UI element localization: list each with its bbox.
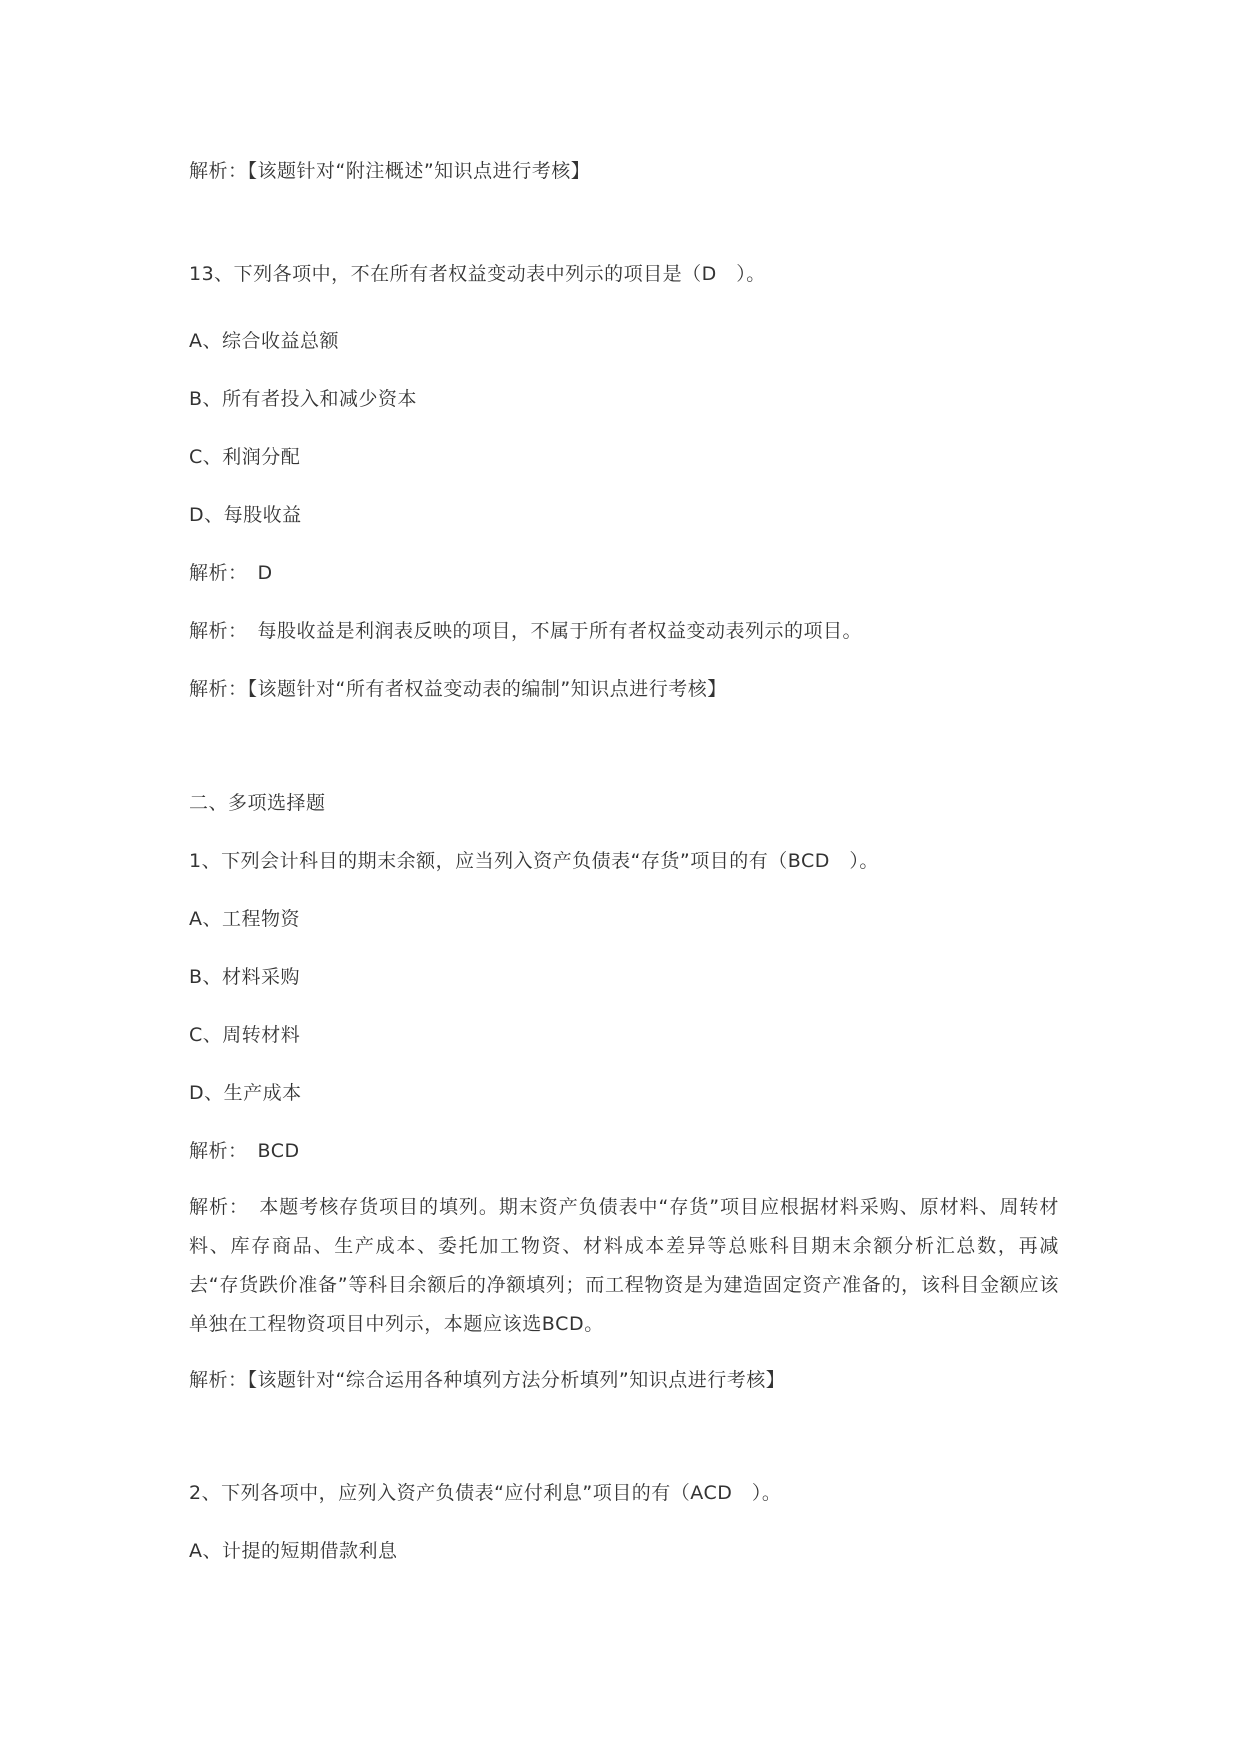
- q13-explanation: 解析： 每股收益是利润表反映的项目，不属于所有者权益变动表列示的项目。: [189, 620, 863, 642]
- m1-option-c: C、周转材料: [189, 1024, 301, 1046]
- m1-stem: 1、下列会计科目的期末余额，应当列入资产负债表“存货”项目的有（BCD ）。: [189, 850, 879, 872]
- m1-explanation: 解析： 本题考核存货项目的填列。期末资产负债表中“存货”项目应根据材料采购、原材料、周转材料、库存商品、生产成本、委托加工物资、材料成本差异等总账科目期末余额分析汇总数，再减去“存货跌价准备”等科目余额后的净额填列；而工程物资是为建造固定资产准备的，该科目金额应该单独在工程物资项目中列示，本题应该选BCD。: [189, 1196, 1059, 1335]
- q12-note: 解析：【该题针对“附注概述”知识点进行考核】: [189, 160, 591, 182]
- m1-note: 解析：【该题针对“综合运用各种填列方法分析填列”知识点进行考核】: [189, 1369, 786, 1391]
- section-title: 二、多项选择题: [189, 792, 326, 814]
- m2-stem: 2、下列各项中，应列入资产负债表“应付利息”项目的有（ACD ）。: [189, 1482, 782, 1504]
- q13-note: 解析：【该题针对“所有者权益变动表的编制”知识点进行考核】: [189, 678, 727, 700]
- q13-option-a: A、综合收益总额: [189, 330, 339, 352]
- m1-option-b: B、材料采购: [189, 966, 301, 988]
- m1-option-a: A、工程物资: [189, 908, 300, 930]
- m1-answer: 解析： BCD: [189, 1140, 300, 1162]
- q13-option-c: C、利润分配: [189, 446, 301, 468]
- m1-option-d: D、生产成本: [189, 1082, 302, 1104]
- q13-answer: 解析： D: [189, 562, 273, 584]
- q13-option-b: B、所有者投入和减少资本: [189, 388, 418, 410]
- q13-option-d: D、每股收益: [189, 504, 302, 526]
- m2-option-a: A、计提的短期借款利息: [189, 1540, 398, 1562]
- q13-stem: 13、下列各项中，不在所有者权益变动表中列示的项目是（D ）。: [189, 263, 766, 285]
